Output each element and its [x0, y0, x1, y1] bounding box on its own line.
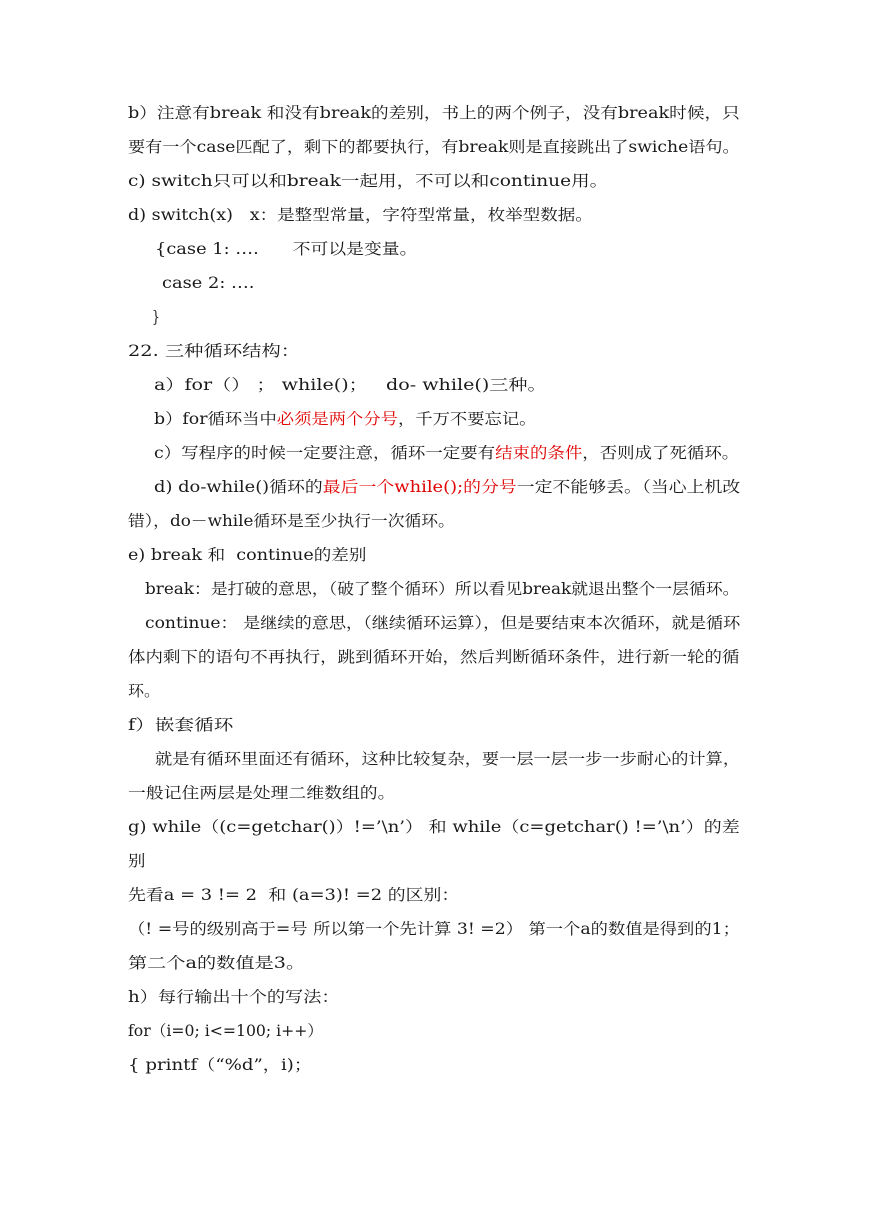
text-segment: 第二个a的数值是3。 — [128, 954, 306, 972]
text-segment: e) break 和 continue的差别 — [128, 546, 367, 564]
highlighted-text: 最后一个while();的分号 — [322, 478, 517, 496]
text-segment: f）嵌套循环 — [128, 716, 234, 734]
text-line — [155, 749, 740, 769]
text-segment: g) while（(c=getchar()）!=’\n’） 和 while（c=getchar() !=’\n’）的差 — [128, 818, 740, 836]
text-line — [154, 443, 739, 463]
text-line — [128, 171, 608, 191]
text-segment: d) switch(x) x：是整型常量，字符型常量，枚举型数据。 — [128, 206, 593, 224]
text-line — [154, 409, 537, 429]
text-segment: （! =号的级别高于=号 所以第一个先计算 3! =2） 第一个a的数值是得到的1； — [128, 920, 740, 938]
text-line — [128, 511, 455, 531]
text-segment: ，千万不要忘记。 — [397, 410, 537, 428]
text-line — [128, 987, 340, 1007]
text-segment: 先看a = 3 != 2 和 (a=3)! =2 的区别： — [128, 886, 460, 904]
text-segment: c）写程序的时候一定要注意，循环一定要有 — [154, 444, 496, 462]
text-line — [154, 375, 547, 395]
text-segment: ，否则成了死循环。 — [582, 444, 740, 462]
text-line — [128, 885, 459, 905]
text-segment: continue： 是继续的意思，（继续循环运算），但是要结束本次循环，就是循环 — [145, 614, 741, 632]
highlighted-text: 必须是两个分号 — [276, 410, 398, 428]
text-line — [145, 613, 740, 633]
text-segment: 体内剩下的语句不再执行，跳到循环开始，然后判断循环条件，进行新一轮的循 — [128, 648, 740, 666]
text-line — [128, 1055, 312, 1075]
text-line — [128, 137, 740, 157]
text-segment: b）注意有break 和没有break的差别，书上的两个例子，没有break时候，只 — [128, 104, 740, 122]
text-segment: 要有一个case匹配了，剩下的都要执行，有break则是直接跳出了swiche语句。 — [128, 138, 740, 156]
text-line — [128, 103, 740, 123]
text-line — [128, 545, 366, 565]
text-line — [128, 647, 739, 667]
text-segment: 别 — [128, 852, 146, 870]
text-segment: 一般记住两层是处理二维数组的。 — [128, 784, 396, 802]
text-segment: for（i=0; i<=100; i++） — [128, 1022, 324, 1040]
text-line — [145, 579, 740, 599]
text-line — [128, 341, 300, 361]
text-segment: c) switch只可以和break一起用，不可以和continue用。 — [128, 172, 609, 190]
text-segment: break：是打破的意思，（破了整个循环）所以看见break就退出整个一层循环。 — [145, 580, 740, 598]
text-line — [128, 205, 593, 225]
text-segment: b）for循环当中 — [154, 410, 277, 428]
text-segment: } — [152, 308, 160, 326]
text-segment: {case 1: …. 不可以是变量。 — [155, 240, 418, 258]
text-segment: 一定不能够丢。（当心上机改 — [516, 478, 741, 496]
text-segment: 22. 三种循环结构： — [128, 342, 301, 360]
text-line — [128, 715, 233, 735]
text-segment: a）for（） ； while()； do- while()三种。 — [154, 376, 547, 394]
text-segment: h）每行输出十个的写法： — [128, 988, 340, 1006]
text-segment: d) do-while()循环的 — [154, 478, 323, 496]
text-line — [128, 919, 740, 939]
text-segment: 错），do－while循环是至少执行一次循环。 — [128, 512, 455, 530]
text-segment: { printf（“%d”，i)； — [128, 1056, 313, 1074]
text-line — [154, 477, 740, 497]
text-line — [128, 783, 395, 803]
text-line — [128, 681, 160, 701]
text-line — [152, 307, 160, 327]
text-line — [155, 239, 417, 259]
text-segment: 就是有循环里面还有循环，这种比较复杂，要一层一层一步一步耐心的计算， — [155, 750, 741, 768]
highlighted-text: 结束的条件 — [495, 444, 583, 462]
text-segment: 环。 — [128, 682, 161, 700]
text-segment: case 2: …. — [162, 274, 255, 292]
text-line — [128, 1021, 323, 1041]
text-line — [162, 273, 254, 293]
text-line — [128, 851, 145, 871]
text-line — [128, 817, 740, 837]
text-line — [128, 953, 305, 973]
